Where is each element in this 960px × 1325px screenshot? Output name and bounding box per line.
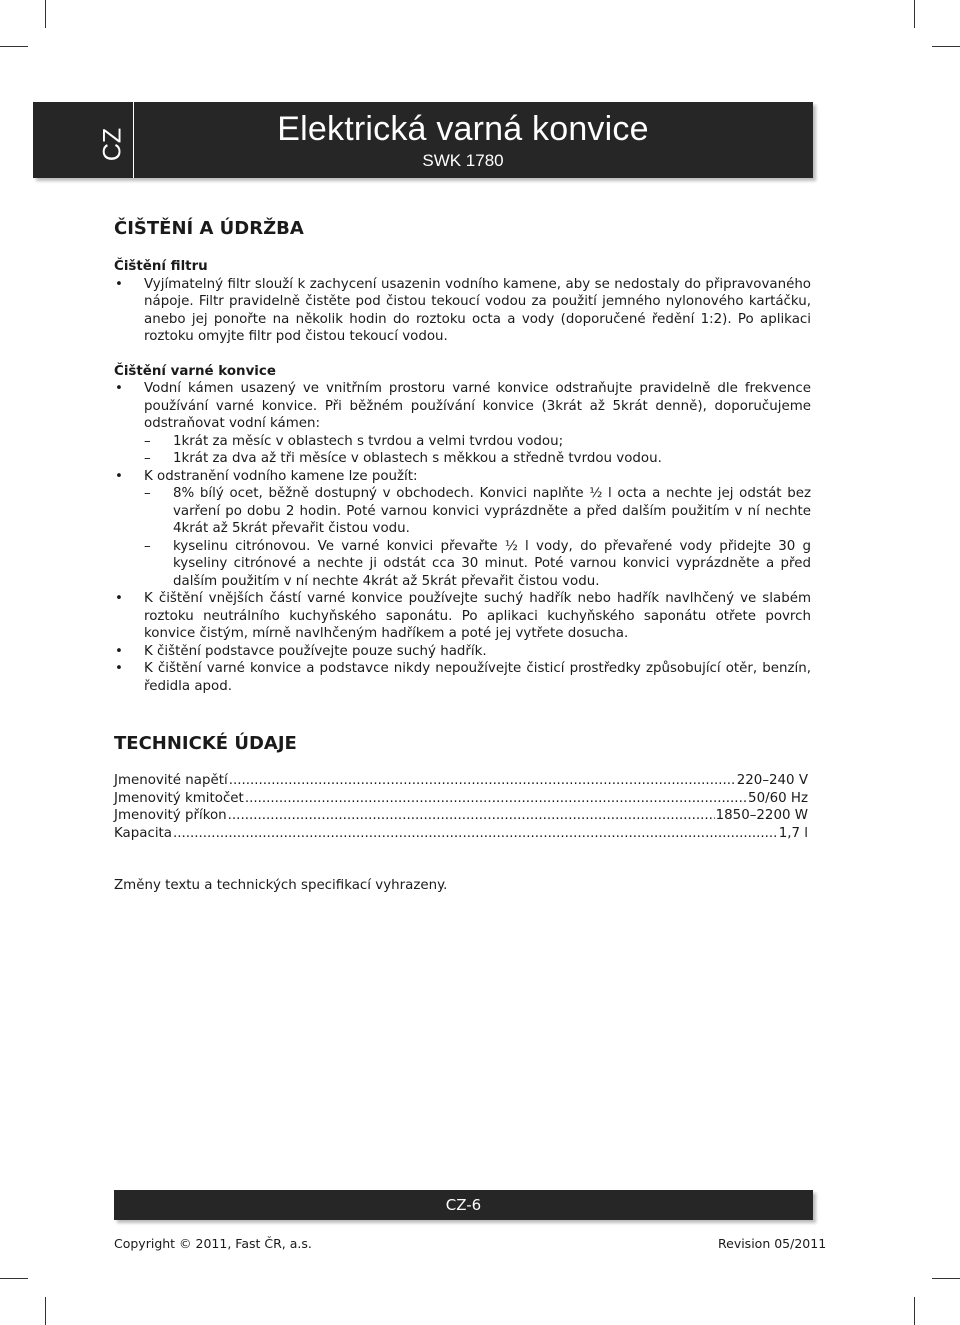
spec-value: 1850–2200 W — [715, 808, 808, 823]
crop-mark — [932, 1278, 960, 1279]
page-content — [114, 218, 811, 895]
list-item: • K čištění vnějších částí varné konvice používejte suchý hadřík nebo hadřík navlhčený ve slabém roztoku neutrálního kuchyňského saponátu. Po aplikaci kuchyňského saponátu otřete povrch konvice čistým, mírně navlhčeným hadříkem a poté jej vytřete dosucha. — [114, 590, 811, 643]
list-item: • K čištění podstavce používejte pouze suchý hadřík. — [114, 643, 811, 661]
crop-mark — [914, 1297, 915, 1325]
list-item — [114, 380, 811, 468]
spec-row — [114, 825, 808, 843]
crop-mark — [914, 0, 915, 28]
model-number: SWK 1780 — [422, 151, 504, 170]
crop-mark — [0, 46, 28, 47]
kettle-list — [114, 380, 811, 695]
sub-list — [144, 433, 811, 468]
crop-mark — [45, 1297, 46, 1325]
language-code: CZ — [98, 127, 127, 162]
revision-text: Revision 05/2011 — [718, 1236, 827, 1251]
spec-value: 220–240 V — [736, 773, 808, 788]
list-item: • Vyjímatelný filtr slouží k zachycení usazenin vodního kamene, aby se nedostaly do připravovaného nápoje. Filtr pravidelně čistěte pod čistou tekoucí vodou za použití jemného nylonového kartáčku, anebo jej ponořte na několik hodin do roztoku octa a vody (doporučené ředění 1:2). Po aplikaci roztoku omyjte filtr pod čistou tekoucí vodou. — [114, 276, 811, 346]
page-number-bar — [114, 1190, 813, 1220]
spec-table — [114, 772, 808, 842]
copyright-text: Copyright © 2011, Fast ČR, a.s. — [114, 1236, 312, 1251]
spec-row — [114, 790, 808, 808]
crop-mark — [45, 0, 46, 28]
spec-label: Jmenovitý příkon — [114, 808, 227, 823]
sub-list-item: – 1krát za měsíc v oblastech s tvrdou a velmi tvrdou vodou; — [144, 433, 811, 451]
list-item: • K čištění varné konvice a podstavce nikdy nepoužívejte čisticí prostředky způsobující otěr, benzín, ředidla apod. — [114, 660, 811, 695]
subheading-kettle: Čištění varné konvice — [114, 363, 276, 379]
sub-list-item: – 1krát za dva až tři měsíce v oblastech s měkkou a středně tvrdou vodou. — [144, 450, 811, 468]
filter-list — [114, 276, 811, 346]
section-heading-tech: TECHNICKÉ ÚDAJE — [114, 733, 297, 754]
list-item-text: K odstranění vodního kamene lze použít: — [144, 468, 418, 484]
disclaimer-note: Změny textu a technických specifikací vyhrazeny. — [114, 878, 448, 893]
list-item — [114, 468, 811, 591]
list-item-text: Vodní kámen usazený ve vnitřním prostoru varné konvice odstraňujte pravidelně dle frekvence používání varné konvice. Při běžném používání konvice (3krát až 5krát denně), doporučujeme odstraňovat vodní kámen: — [144, 381, 811, 431]
spec-value: 50/60 Hz — [748, 790, 808, 806]
sub-list-item: – kyselinu citrónovou. Ve varné konvici převařte ½ l vody, do převařené vody přidejte 30 g kyseliny citrónové a nechte ji odstát cca 30 minut. Poté varnou konvici vyprázdněte a před dalším použitím v ní nechte 4krát až 5krát převařit čistou vodu. — [144, 538, 811, 591]
subheading-filter: Čištění filtru — [114, 259, 208, 274]
sub-list — [144, 485, 811, 590]
spec-row — [114, 807, 808, 825]
spec-label: Jmenovité napětí — [114, 773, 228, 788]
spec-row — [114, 772, 808, 790]
spec-label: Jmenovitý kmitočet — [114, 790, 244, 806]
language-tab — [73, 102, 134, 178]
spec-value: 1,7 l — [778, 825, 808, 841]
crop-mark — [0, 1278, 28, 1279]
product-title: Elektrická varná konvice — [277, 110, 649, 148]
page-number: CZ-6 — [445, 1196, 482, 1214]
section-heading-cleaning: ČIŠTĚNÍ A ÚDRŽBA — [114, 218, 304, 239]
crop-mark — [932, 46, 960, 47]
spec-label: Kapacita — [114, 825, 172, 841]
sub-list-item: – 8% bílý ocet, běžně dostupný v obchodech. Konvici naplňte ½ l octa a nechte jej odstát bez varření po dobu 2 hodin. Poté varnou konvici vyprázdněte a před dalším použitím v ní nechte 4krát až 5krát převařit čistou vodu. — [144, 485, 811, 538]
page-header — [33, 102, 813, 178]
